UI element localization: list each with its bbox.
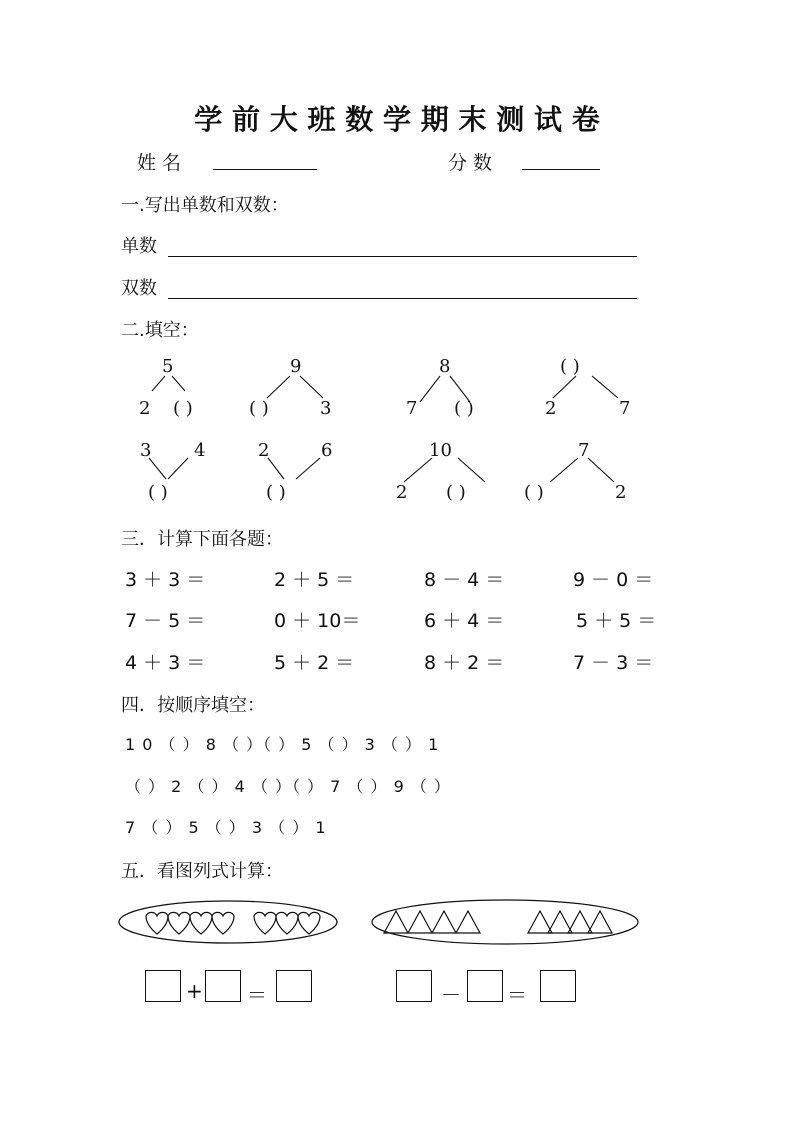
tree-3-left: 7 bbox=[406, 398, 418, 419]
tree-8-top: 7 bbox=[578, 440, 590, 461]
answer-box[interactable] bbox=[467, 970, 503, 1002]
answer-box[interactable] bbox=[540, 970, 576, 1002]
minus-sign: － bbox=[441, 983, 461, 1007]
triangles-ellipse bbox=[372, 900, 638, 944]
triangles-group bbox=[384, 911, 612, 933]
tree-2-top: 9 bbox=[290, 356, 302, 377]
section-4-heading: 四．按顺序填空： bbox=[121, 695, 265, 716]
section-1-heading: 一.写出单数和双数： bbox=[121, 195, 289, 216]
tree-4-right: 7 bbox=[619, 398, 631, 419]
equation: 2 ＋ 5 ＝ bbox=[274, 569, 355, 591]
equation: 4 ＋ 3 ＝ bbox=[125, 652, 206, 674]
equation: 7 － 5 ＝ bbox=[125, 610, 206, 632]
tree-1-right[interactable]: ( ) bbox=[173, 398, 193, 419]
tree-5-right: 4 bbox=[194, 440, 206, 461]
hearts-ellipse bbox=[119, 901, 337, 943]
page-title: 学 前 大 班 数 学 期 末 测 试 卷 bbox=[194, 103, 600, 136]
tree-1-top: 5 bbox=[162, 356, 174, 377]
answer-box[interactable] bbox=[145, 970, 181, 1002]
tree-1-left: 2 bbox=[139, 398, 151, 419]
hearts-group bbox=[146, 912, 320, 934]
even-label: 双数 bbox=[121, 278, 157, 299]
equals-sign: ＝ bbox=[247, 983, 267, 1007]
sequence-line[interactable]: 7 （ ） 5 （ ） 3 （ ） 1 bbox=[125, 818, 327, 837]
tree-7-right[interactable]: ( ) bbox=[446, 482, 466, 503]
tree-8-right: 2 bbox=[615, 482, 627, 503]
tree-5-left: 3 bbox=[140, 440, 152, 461]
tree-3-right[interactable]: ( ) bbox=[454, 398, 474, 419]
score-label: 分 数 bbox=[448, 152, 493, 174]
equation: 0 ＋ 10＝ bbox=[274, 610, 361, 632]
name-label: 姓 名 bbox=[137, 152, 182, 174]
equation: 6 ＋ 4 ＝ bbox=[424, 610, 505, 632]
tree-6-left: 2 bbox=[258, 440, 270, 461]
equation: 9 － 0 ＝ bbox=[573, 569, 654, 591]
tree-4-top[interactable]: ( ) bbox=[560, 356, 580, 377]
equation: 5 ＋ 2 ＝ bbox=[274, 652, 355, 674]
tree-7-top: 10 bbox=[429, 440, 452, 461]
equation: 3 ＋ 3 ＝ bbox=[125, 569, 206, 591]
answer-box[interactable] bbox=[276, 970, 312, 1002]
answer-box[interactable] bbox=[396, 970, 432, 1002]
sequence-line[interactable]: 1 0 （ ） 8 （ ）（ ） 5 （ ） 3 （ ） 1 bbox=[125, 735, 440, 754]
section-3-heading: 三．计算下面各题： bbox=[121, 529, 283, 550]
equation: 8 ＋ 2 ＝ bbox=[424, 652, 505, 674]
tree-3-top: 8 bbox=[439, 356, 451, 377]
plus-sign: + bbox=[186, 979, 203, 1003]
equation: 7 － 3 ＝ bbox=[573, 652, 654, 674]
tree-8-left[interactable]: ( ) bbox=[524, 482, 544, 503]
equals-sign: ＝ bbox=[507, 983, 527, 1007]
tree-7-left: 2 bbox=[396, 482, 408, 503]
answer-box[interactable] bbox=[205, 970, 241, 1002]
section-5-heading: 五．看图列式计算： bbox=[121, 861, 283, 882]
tree-2-left[interactable]: ( ) bbox=[249, 398, 269, 419]
tree-5-bottom[interactable]: ( ) bbox=[148, 482, 168, 503]
sequence-line[interactable]: （ ） 2 （ ） 4 （ ）（ ） 7 （ ） 9 （ ） bbox=[125, 777, 451, 796]
tree-6-right: 6 bbox=[321, 440, 333, 461]
equation: 8 － 4 ＝ bbox=[424, 569, 505, 591]
tree-6-bottom[interactable]: ( ) bbox=[266, 482, 286, 503]
tree-4-left: 2 bbox=[545, 398, 557, 419]
equation: 5 ＋ 5 ＝ bbox=[576, 610, 657, 632]
section-2-heading: 二.填空： bbox=[121, 320, 199, 341]
tree-2-right: 3 bbox=[320, 398, 332, 419]
odd-label: 单数 bbox=[121, 236, 157, 257]
